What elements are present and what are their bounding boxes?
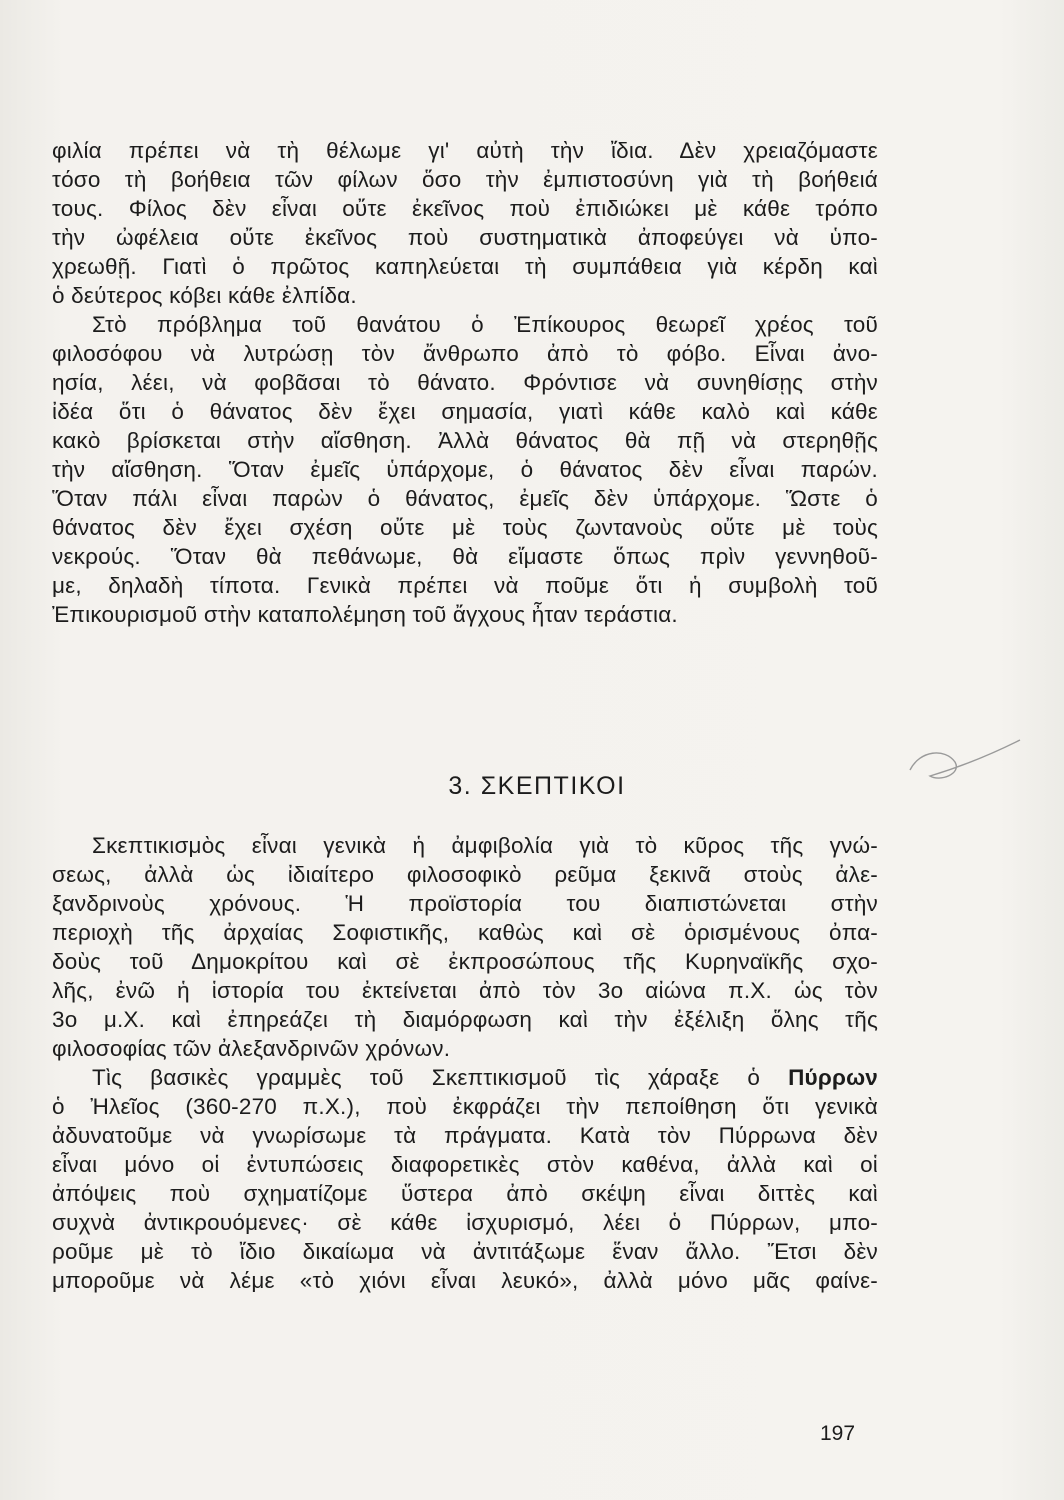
text-line: ἀδυνατοῦμε νὰ γνωρίσωμε τὰ πράγματα. Κατὰ τὸν Πύρρωνα δὲν bbox=[52, 1123, 878, 1148]
page-number: 197 bbox=[820, 1422, 856, 1445]
text-line: ἰδέα ὅτι ὁ θάνατος δὲν ἔχει σημασία, γιατὶ κάθε καλὸ καὶ κάθε bbox=[52, 399, 878, 424]
text-line: μποροῦμε νὰ λέμε «τὸ χιόνι εἶναι λευκό», ἀλλὰ μόνο μᾶς φαίνε- bbox=[52, 1268, 878, 1293]
text-line: ὁ δεύτερος κόβει κάθε ἐλπίδα. bbox=[52, 283, 357, 308]
text-line: ἀπόψεις ποὺ σχηματίζομε ὕστερα ἀπὸ σκέψη εἶναι διττὲς καὶ bbox=[52, 1181, 878, 1206]
text-line: Ἐπικουρισμοῦ στὴν καταπολέμηση τοῦ ἄγχους ἦταν τεράστια. bbox=[52, 602, 678, 627]
section-heading: 3. ΣΚΕΠΤΙΚΟΙ bbox=[448, 772, 626, 800]
text-line: τόσο τὴ βοήθεια τῶν φίλων ὅσο τὴν ἐμπιστοσύνη γιὰ τὴ βοήθειά bbox=[52, 167, 878, 192]
text-line: δοὺς τοῦ Δημοκρίτου καὶ σὲ ἐκπροσώπους τῆς Κυρηναϊκῆς σχο- bbox=[52, 949, 878, 974]
text-line: τὴν ὠφέλεια οὔτε ἐκεῖνος ποὺ συστηματικὰ ἀποφεύγει νὰ ὑπο- bbox=[52, 225, 878, 250]
text-line: τους. Φίλος δὲν εἶναι οὔτε ἐκεῖνος ποὺ ἐπιδιώκει μὲ κάθε τρόπο bbox=[52, 196, 878, 221]
text-line: Ὅταν πάλι εἶναι παρὼν ὁ θάνατος, ἐμεῖς δὲν ὑπάρχομε. Ὥστε ὁ bbox=[52, 486, 878, 511]
text-line: χρεωθῇ. Γιατὶ ὁ πρῶτος καπηλεύεται τὴ συμπάθεια γιὰ κέρδη καὶ bbox=[52, 254, 878, 279]
text-line: σεως, ἀλλὰ ὡς ἰδιαίτερο φιλοσοφικὸ ρεῦμα ξεκινᾶ στοὺς ἀλε- bbox=[52, 862, 878, 887]
text-line: ησία, λέει, νὰ φοβᾶσαι τὸ θάνατο. Φρόντισε νὰ συνηθίσῃς στὴν bbox=[52, 370, 878, 395]
text-line: ὁ Ἠλεῖος (360-270 π.Χ.), ποὺ ἐκφράζει τὴν πεποίθηση ὅτι γενικὰ bbox=[52, 1094, 878, 1119]
text-line bbox=[52, 1063, 878, 1092]
text-line: περιοχὴ τῆς ἀρχαίας Σοφιστικῆς, καθὼς καὶ σὲ ὁρισμένους ὀπα- bbox=[52, 920, 878, 945]
pencil-mark-icon bbox=[900, 730, 1030, 800]
text-line: νεκρούς. Ὅταν θὰ πεθάνωμε, θὰ εἴμαστε ὅπως πρὶν γεννηθοῦ- bbox=[52, 544, 878, 569]
text-line: φιλοσοφίας τῶν ἀλεξανδρινῶν χρόνων. bbox=[52, 1036, 451, 1061]
text-line: Στὸ πρόβλημα τοῦ θανάτου ὁ Ἐπίκουρος θεωρεῖ χρέος τοῦ bbox=[92, 312, 878, 337]
text-line: Σκεπτικισμὸς εἶναι γενικὰ ἡ ἀμφιβολία γιὰ τὸ κῦρος τῆς γνώ- bbox=[92, 833, 878, 858]
text-line: με, δηλαδὴ τίποτα. Γενικὰ πρέπει νὰ ποῦμε ὅτι ἡ συμβολὴ τοῦ bbox=[52, 573, 878, 598]
text-line: θάνατος δὲν ἔχει σχέση οὔτε μὲ τοὺς ζωντανοὺς οὔτε μὲ τοὺς bbox=[52, 515, 878, 540]
text-line: κακὸ βρίσκεται στὴν αἴσθηση. Ἀλλὰ θάνατος θὰ πῇ νὰ στερηθῇς bbox=[52, 428, 878, 453]
body-text-epicurus bbox=[52, 136, 878, 629]
body-text-skeptics bbox=[52, 831, 878, 1295]
bold-name: Πύρρων bbox=[788, 1065, 878, 1090]
text-span: Τὶς βασικὲς γραμμὲς τοῦ Σκεπτικισμοῦ τὶς χάραξε ὁ bbox=[92, 1065, 789, 1090]
text-line: φιλία πρέπει νὰ τὴ θέλωμε γι' αὐτὴ τὴν ἴδια. Δὲν χρειαζόμαστε bbox=[52, 138, 878, 163]
text-line: ροῦμε μὲ τὸ ἴδιο δικαίωμα νὰ ἀντιτάξωμε ἕναν ἄλλο. Ἔτσι δὲν bbox=[52, 1239, 878, 1264]
text-line: εἶναι μόνο οἱ ἐντυπώσεις διαφορετικὲς στὸν καθένα, ἀλλὰ καὶ οἱ bbox=[52, 1152, 878, 1177]
text-line: φιλοσόφου νὰ λυτρώσῃ τὸν ἄνθρωπο ἀπὸ τὸ φόβο. Εἶναι ἀνο- bbox=[52, 341, 878, 366]
text-line: λῆς, ἐνῶ ἡ ἱστορία του ἐκτείνεται ἀπὸ τὸν 3ο αἰώνα π.Χ. ὡς τὸν bbox=[52, 978, 878, 1003]
text-line: τὴν αἴσθηση. Ὅταν ἐμεῖς ὑπάρχομε, ὁ θάνατος δὲν εἶναι παρών. bbox=[52, 457, 878, 482]
text-line: συχνὰ ἀντικρουόμενες· σὲ κάθε ἰσχυρισμό, λέει ὁ Πύρρων, μπο- bbox=[52, 1210, 878, 1235]
text-line: ξανδρινοὺς χρόνους. Ἡ προϊστορία του διαπιστώνεται στὴν bbox=[52, 891, 878, 916]
text-line: 3ο μ.Χ. καὶ ἐπηρεάζει τὴ διαμόρφωση καὶ τὴν ἐξέλιξη ὅλης τῆς bbox=[52, 1007, 878, 1032]
